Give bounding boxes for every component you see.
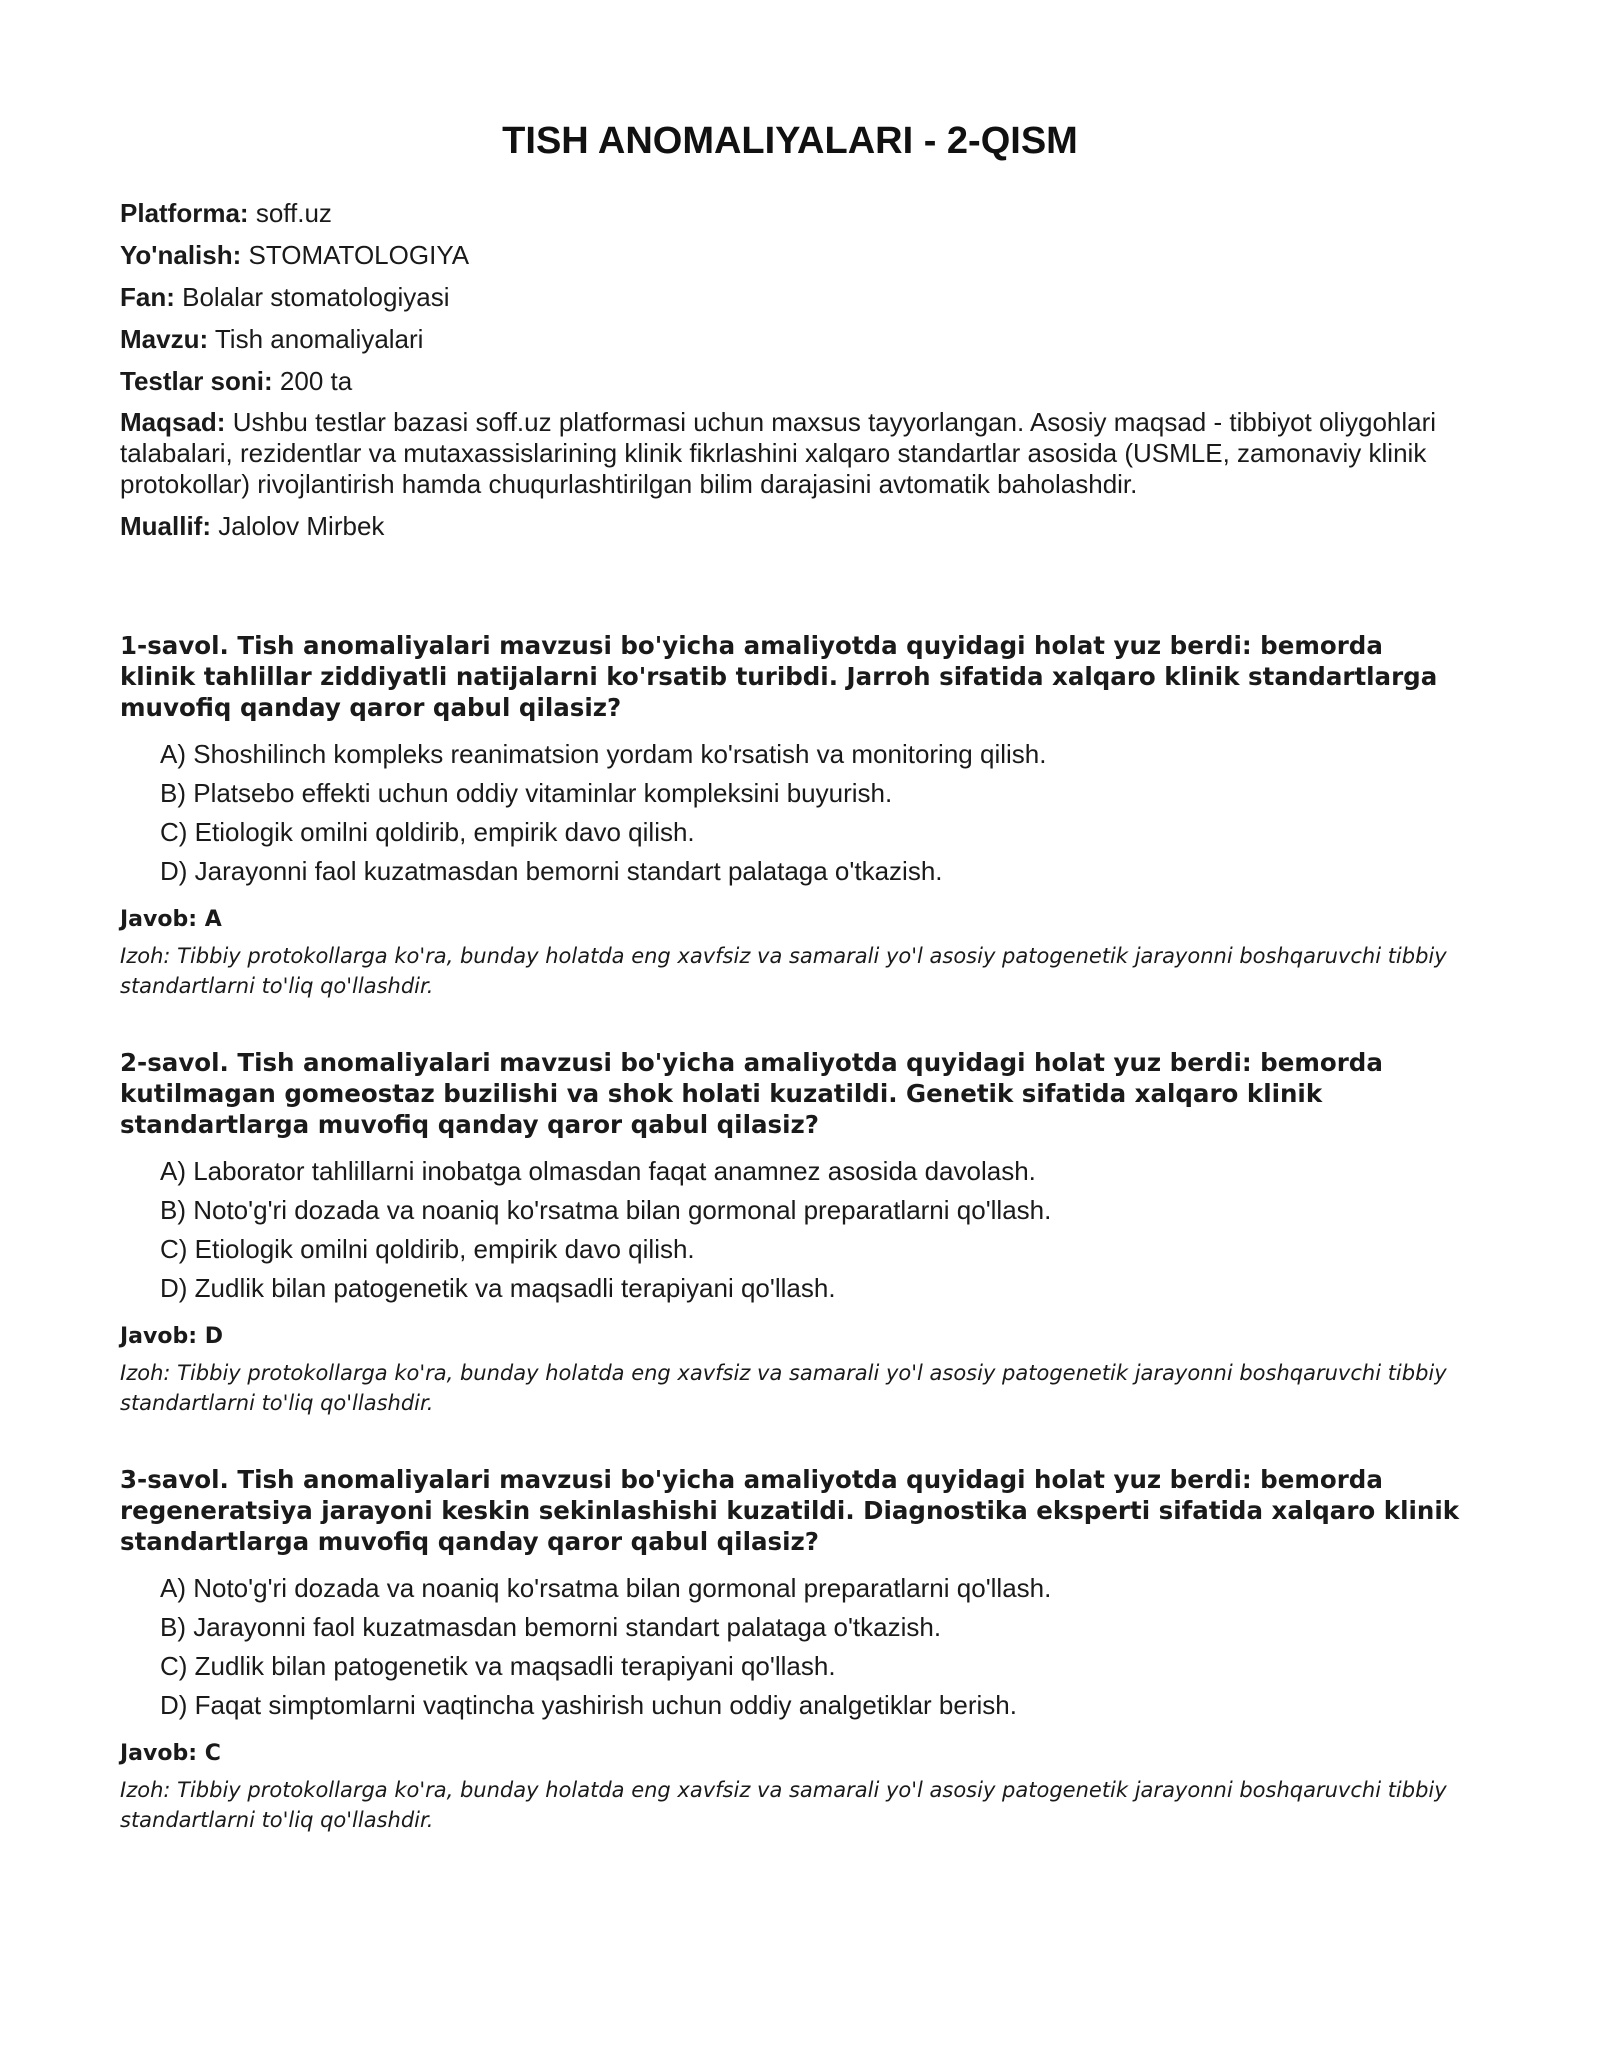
meta-label: Mavzu: bbox=[120, 324, 209, 354]
answer-label: Javob: A bbox=[120, 907, 222, 932]
answer-label: Javob: D bbox=[120, 1324, 223, 1349]
explanation-text: Izoh: Tibbiy protokollarga ko'ra, bunday holatda eng xavfsiz va samarali yo'l asosiy patogenetik jarayonni boshqaruvchi tibbiy standartlarni to'liq qo'llashdir. bbox=[120, 1778, 1447, 1832]
option-a: A) Laborator tahlillarni inobatga olmasdan faqat anamnez asosida davolash. bbox=[160, 1156, 1036, 1186]
meta-topic bbox=[120, 323, 1460, 355]
option-c: C) Zudlik bilan patogenetik va maqsadli terapiyani qo'llash. bbox=[160, 1651, 836, 1681]
meta-goal bbox=[120, 407, 1460, 500]
metadata-block bbox=[120, 197, 1460, 542]
option-c: C) Etiologik omilni qoldirib, empirik davo qilish. bbox=[160, 1234, 695, 1264]
option-b: B) Jarayonni faol kuzatmasdan bemorni standart palataga o'tkazish. bbox=[160, 1612, 942, 1642]
meta-test-count bbox=[120, 365, 1460, 397]
meta-label: Maqsad: bbox=[120, 407, 226, 437]
meta-label: Muallif: bbox=[120, 511, 211, 541]
meta-author bbox=[120, 510, 1460, 542]
question-text: 2-savol. Tish anomaliyalari mavzusi bo'yicha amaliyotda quyidagi holat yuz berdi: bemorda kutilmagan gomeostaz buzilishi va shok holati kuzatildi. Genetik sifatida xalqaro klinik standartlarga muvofiq qanday qaror qabul qilasiz? bbox=[120, 1048, 1383, 1139]
option-c: C) Etiologik omilni qoldirib, empirik davo qilish. bbox=[160, 817, 695, 847]
meta-value: Ushbu testlar bazasi soff.uz platformasi uchun maxsus tayyorlangan. Asosiy maqsad - tibbiyot oliygohlari talabalari, rezidentlar va mutaxassislarining klinik fikrlashini xalqaro standartlar asosida (USMLE, zamonaviy klinik protokollar) rivojlantirish hamda chuqurlashtirilgan bilim darajasini avtomatik baholashdir. bbox=[120, 407, 1437, 499]
meta-value: soff.uz bbox=[255, 198, 332, 228]
questions-list bbox=[120, 630, 1460, 1835]
answer-label: Javob: C bbox=[120, 1741, 221, 1766]
option-b: B) Noto'g'ri dozada va noaniq ko'rsatma bilan gormonal preparatlarni qo'llash. bbox=[160, 1195, 1052, 1225]
explanation-text: Izoh: Tibbiy protokollarga ko'ra, bunday holatda eng xavfsiz va samarali yo'l asosiy patogenetik jarayonni boshqaruvchi tibbiy standartlarni to'liq qo'llashdir. bbox=[120, 944, 1447, 998]
meta-direction bbox=[120, 239, 1460, 271]
meta-value: STOMATOLOGIYA bbox=[248, 240, 470, 270]
meta-label: Testlar soni: bbox=[120, 366, 273, 396]
meta-label: Yo'nalish: bbox=[120, 240, 242, 270]
meta-subject bbox=[120, 281, 1460, 313]
option-a: A) Shoshilinch kompleks reanimatsion yordam ko'rsatish va monitoring qilish. bbox=[160, 739, 1047, 769]
question-item bbox=[120, 630, 1460, 1001]
explanation-text: Izoh: Tibbiy protokollarga ko'ra, bunday holatda eng xavfsiz va samarali yo'l asosiy patogenetik jarayonni boshqaruvchi tibbiy standartlarni to'liq qo'llashdir. bbox=[120, 1361, 1447, 1415]
page-title: TISH ANOMALIYALARI - 2-QISM bbox=[502, 120, 1078, 162]
option-d: D) Faqat simptomlarni vaqtincha yashirish uchun oddiy analgetiklar berish. bbox=[160, 1690, 1017, 1720]
answer-options bbox=[120, 1152, 1460, 1308]
meta-value: Jalolov Mirbek bbox=[218, 511, 385, 541]
meta-label: Platforma: bbox=[120, 198, 249, 228]
meta-value: 200 ta bbox=[279, 366, 353, 396]
option-a: A) Noto'g'ri dozada va noaniq ko'rsatma bilan gormonal preparatlarni qo'llash. bbox=[160, 1573, 1052, 1603]
question-item bbox=[120, 1047, 1460, 1418]
meta-platform bbox=[120, 197, 1460, 229]
option-b: B) Platsebo effekti uchun oddiy vitaminlar kompleksini buyurish. bbox=[160, 778, 893, 808]
option-d: D) Zudlik bilan patogenetik va maqsadli terapiyani qo'llash. bbox=[160, 1273, 836, 1303]
meta-value: Bolalar stomatologiyasi bbox=[182, 282, 450, 312]
meta-value: Tish anomaliyalari bbox=[214, 324, 424, 354]
answer-options bbox=[120, 1569, 1460, 1725]
question-text: 1-savol. Tish anomaliyalari mavzusi bo'yicha amaliyotda quyidagi holat yuz berdi: bemorda klinik tahlillar ziddiyatli natijalarni ko'rsatib turibdi. Jarroh sifatida xalqaro klinik standartlarga muvofiq qanday qaror qabul qilasiz? bbox=[120, 631, 1438, 722]
question-text: 3-savol. Tish anomaliyalari mavzusi bo'yicha amaliyotda quyidagi holat yuz berdi: bemorda regeneratsiya jarayoni keskin sekinlashishi kuzatildi. Diagnostika eksperti sifatida xalqaro klinik standartlarga muvofiq qanday qaror qabul qilasiz? bbox=[120, 1465, 1460, 1556]
question-item bbox=[120, 1464, 1460, 1835]
answer-options bbox=[120, 735, 1460, 891]
document-page bbox=[120, 120, 1460, 1881]
meta-label: Fan: bbox=[120, 282, 175, 312]
option-d: D) Jarayonni faol kuzatmasdan bemorni standart palataga o'tkazish. bbox=[160, 856, 943, 886]
